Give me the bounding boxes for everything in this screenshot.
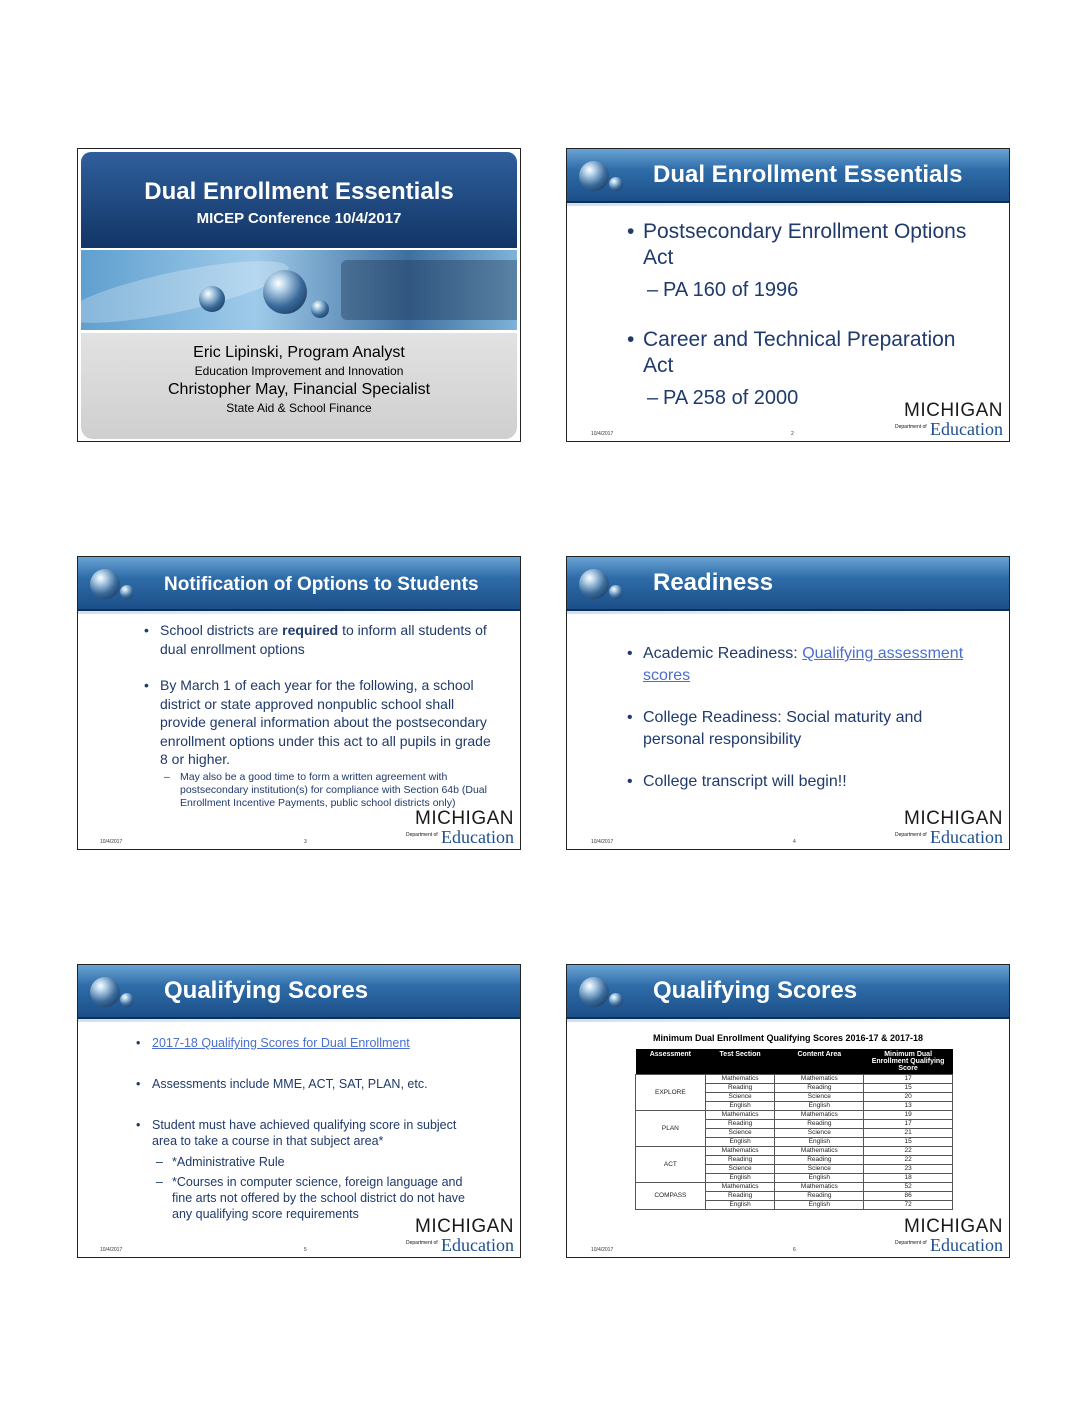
michigan-education-logo: MICHIGAN Department of Education bbox=[895, 808, 1003, 847]
slide-title: Dual Enrollment Essentials bbox=[144, 178, 454, 205]
table-cell: English bbox=[705, 1174, 775, 1183]
table-row bbox=[636, 1147, 953, 1156]
table-cell: Reading bbox=[775, 1120, 864, 1129]
assessment-cell: ACT bbox=[636, 1147, 706, 1183]
table-cell: Mathematics bbox=[705, 1147, 775, 1156]
table-cell: Mathematics bbox=[775, 1075, 864, 1084]
presenter-name: Eric Lipinski, Program Analyst bbox=[193, 344, 405, 361]
slide-title: Dual Enrollment Essentials bbox=[653, 161, 963, 188]
slide-header bbox=[567, 149, 1009, 203]
table-cell: Mathematics bbox=[705, 1111, 775, 1120]
presenter-org: State Aid & School Finance bbox=[226, 401, 372, 415]
bullet: • College transcript will begin!! bbox=[627, 771, 969, 793]
table-cell: 86 bbox=[864, 1192, 953, 1201]
bullet: • School districts are required to inform all students of dual enrollment options bbox=[144, 621, 500, 658]
table-cell: Reading bbox=[705, 1120, 775, 1129]
bullet: • Postsecondary Enrollment Options Act bbox=[627, 219, 987, 271]
bullet: • College Readiness: Social maturity and personal responsibility bbox=[627, 707, 969, 750]
table-cell: 72 bbox=[864, 1201, 953, 1210]
assessment-cell: EXPLORE bbox=[636, 1075, 706, 1111]
slide-number: 5 bbox=[304, 1247, 307, 1253]
table-cell: Reading bbox=[705, 1084, 775, 1093]
table-cell: Science bbox=[705, 1129, 775, 1138]
table-header: Test Section bbox=[705, 1049, 775, 1075]
slide-body bbox=[144, 621, 500, 810]
assessment-cell: COMPASS bbox=[636, 1183, 706, 1210]
table-cell: English bbox=[705, 1201, 775, 1210]
table-caption: Minimum Dual Enrollment Qualifying Scores 2016-17 & 2017-18 bbox=[652, 1033, 924, 1043]
sub-bullet: – May also be a good time to form a written agreement with postsecondary institution(s) for compliance with Section 64b (Dual Enrollment Incentive Payments, public school districts only) bbox=[164, 771, 500, 810]
bullet bbox=[136, 1035, 480, 1051]
slide-date: 10/4/2017 bbox=[100, 1247, 123, 1253]
presenter-panel bbox=[81, 333, 517, 439]
sub-bullet: – PA 160 of 1996 bbox=[647, 277, 987, 303]
table-cell: Reading bbox=[705, 1156, 775, 1165]
slide-4 bbox=[566, 556, 1010, 850]
sub-bullet: – *Administrative Rule bbox=[156, 1154, 480, 1170]
slide-number: 3 bbox=[304, 839, 307, 845]
table-cell: 22 bbox=[864, 1147, 953, 1156]
table-cell: Mathematics bbox=[775, 1111, 864, 1120]
table-cell: English bbox=[775, 1138, 864, 1147]
table-cell: 19 bbox=[864, 1111, 953, 1120]
qualifying-scores-2017-18-link[interactable]: 2017-18 Qualifying Scores for Dual Enrollment bbox=[152, 1036, 410, 1050]
table-cell: English bbox=[775, 1201, 864, 1210]
table-cell: 52 bbox=[864, 1183, 953, 1192]
michigan-education-logo: MICHIGAN Department of Education bbox=[406, 808, 514, 847]
table-row bbox=[636, 1111, 953, 1120]
slide-number: 4 bbox=[793, 839, 796, 845]
slide-title: Readiness bbox=[653, 569, 774, 596]
michigan-education-logo: MICHIGAN Department of Education bbox=[895, 1216, 1003, 1255]
table-cell: 13 bbox=[864, 1102, 953, 1111]
sphere-logo-icon bbox=[86, 973, 146, 1011]
table-cell: 23 bbox=[864, 1165, 953, 1174]
table-cell: 20 bbox=[864, 1093, 953, 1102]
table-cell: Science bbox=[705, 1165, 775, 1174]
bullet: • Career and Technical Preparation Act bbox=[627, 327, 987, 379]
slide-body bbox=[627, 219, 987, 411]
sphere-icon bbox=[311, 300, 329, 318]
slide-header bbox=[567, 965, 1009, 1019]
table-cell: 15 bbox=[864, 1084, 953, 1093]
table-cell: English bbox=[775, 1174, 864, 1183]
bullet: • Academic Readiness: Qualifying assessment scores bbox=[627, 643, 969, 686]
table-cell: 22 bbox=[864, 1156, 953, 1165]
table-cell: Reading bbox=[775, 1084, 864, 1093]
slide-date: 10/4/2017 bbox=[591, 431, 614, 437]
slide-1 bbox=[77, 148, 521, 442]
sphere-logo-icon bbox=[575, 973, 635, 1011]
table-cell: Mathematics bbox=[705, 1183, 775, 1192]
sphere-icon bbox=[263, 270, 307, 314]
michigan-education-logo: MICHIGAN Department of Education bbox=[895, 400, 1003, 439]
table-cell: 21 bbox=[864, 1129, 953, 1138]
table-cell: Mathematics bbox=[705, 1075, 775, 1084]
slide-date: 10/4/2017 bbox=[591, 1247, 614, 1253]
table-cell: Reading bbox=[705, 1192, 775, 1201]
slide-subtitle: MICEP Conference 10/4/2017 bbox=[196, 210, 402, 227]
table-cell: 17 bbox=[864, 1075, 953, 1084]
table-cell: Science bbox=[705, 1093, 775, 1102]
slide-header bbox=[567, 557, 1009, 611]
title-banner bbox=[81, 152, 517, 248]
table-cell: English bbox=[705, 1138, 775, 1147]
sphere-logo-icon bbox=[575, 565, 635, 603]
slide-2 bbox=[566, 148, 1010, 442]
slide-5 bbox=[77, 964, 521, 1258]
slide-title: Qualifying Scores bbox=[653, 977, 858, 1004]
slide-date: 10/4/2017 bbox=[100, 839, 123, 845]
table-cell: Science bbox=[775, 1165, 864, 1174]
slide-number: 6 bbox=[793, 1247, 796, 1253]
presenter-name: Christopher May, Financial Specialist bbox=[167, 381, 431, 398]
bullet: • Student must have achieved qualifying score in subject area to take a course in that subject area* bbox=[136, 1117, 480, 1149]
sub-bullet: – PA 258 of 2000 bbox=[647, 385, 987, 411]
bullet: • Assessments include MME, ACT, SAT, PLAN, etc. bbox=[136, 1076, 480, 1092]
table-header: Assessment bbox=[636, 1049, 706, 1075]
table-cell: 17 bbox=[864, 1120, 953, 1129]
bullet: • By March 1 of each year for the following, a school district or state approved nonpublic school shall provide general information about the postsecondary enrollment options under this act to all pupils in grade 8 or higher. bbox=[144, 676, 500, 769]
table-cell: Mathematics bbox=[775, 1183, 864, 1192]
slide-date: 10/4/2017 bbox=[591, 839, 614, 845]
table-cell: 18 bbox=[864, 1174, 953, 1183]
slide-title: Notification of Options to Students bbox=[164, 574, 479, 595]
sphere-icon bbox=[199, 286, 225, 312]
michigan-education-logo: MICHIGAN Department of Education bbox=[406, 1216, 514, 1255]
slide-6 bbox=[566, 964, 1010, 1258]
slide-body bbox=[136, 1035, 480, 1222]
slide-header bbox=[78, 557, 520, 611]
table-header: Minimum Dual Enrollment Qualifying Score bbox=[864, 1049, 953, 1075]
slide-title: Qualifying Scores bbox=[164, 977, 369, 1004]
slide-number: 2 bbox=[791, 431, 794, 437]
table-cell: Science bbox=[775, 1129, 864, 1138]
table-header: Content Area bbox=[775, 1049, 864, 1075]
sub-bullet: – *Courses in computer science, foreign language and fine arts not offered by the school district do not have any qualifying score requirements bbox=[156, 1174, 480, 1222]
table-cell: Science bbox=[775, 1093, 864, 1102]
qualifying-scores-table bbox=[635, 1049, 953, 1210]
table-cell: English bbox=[775, 1102, 864, 1111]
table-row bbox=[636, 1075, 953, 1084]
slide-3 bbox=[77, 556, 521, 850]
table-cell: Mathematics bbox=[775, 1147, 864, 1156]
table-cell: Reading bbox=[775, 1156, 864, 1165]
table-row bbox=[636, 1183, 953, 1192]
sphere-logo-icon bbox=[86, 565, 146, 603]
sphere-logo-icon bbox=[575, 157, 635, 195]
qualifying-scores-link[interactable]: Qualifying assessment scores bbox=[643, 645, 964, 684]
slide-body bbox=[627, 643, 969, 793]
decorative-photo-band bbox=[81, 250, 517, 330]
table-cell: Reading bbox=[775, 1192, 864, 1201]
slide-header bbox=[78, 965, 520, 1019]
table-cell: 15 bbox=[864, 1138, 953, 1147]
assessment-cell: PLAN bbox=[636, 1111, 706, 1147]
presenter-org: Education Improvement and Innovation bbox=[194, 364, 404, 378]
table-cell: English bbox=[705, 1102, 775, 1111]
